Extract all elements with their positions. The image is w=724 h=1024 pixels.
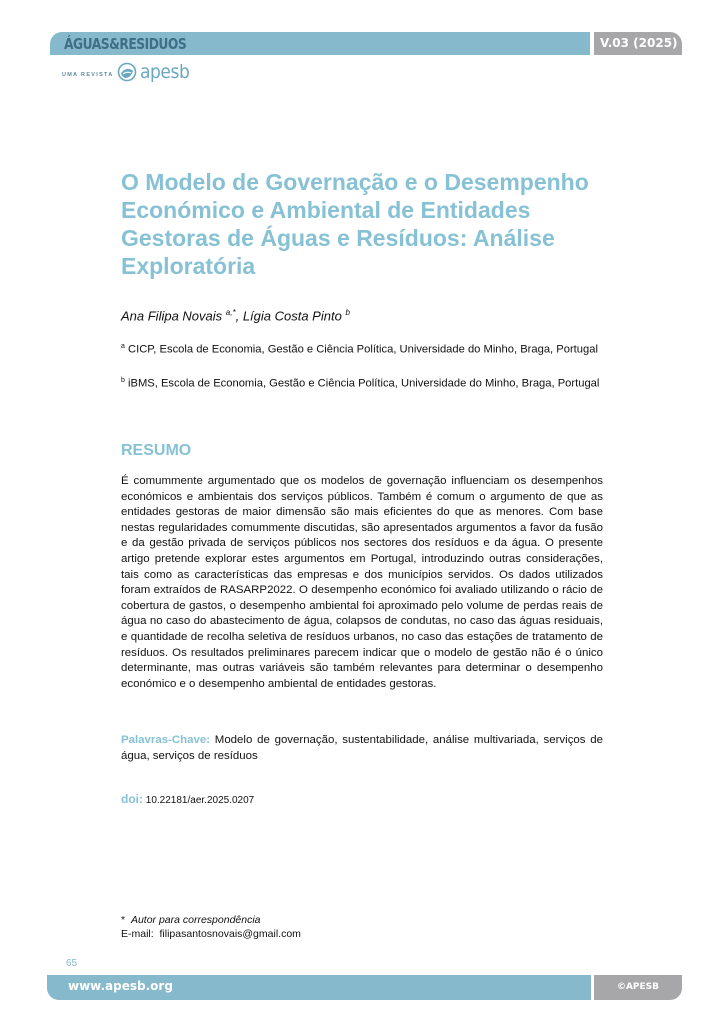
abstract-text: É comummente argumentado que os modelos de governação influenciam os desempenhos económicos e ambientais dos serviços públicos. Também é comum o argumento de que as entidades gestoras de maior dimensão são mais eficientes do que as menores. Com base nestas regularidades comummente discutidas, são apresentados argumentos a favor da fusão e da gestão privada de serviços públicos nos sectores dos resíduos e da água. O presente artigo pretende explorar estes argumentos em Portugal, introduzindo outras considerações, tais como as características das empresas e dos municípios servidos. Os dados utilizados foram extraídos de RASARP2022. O desempenho económico foi avaliado utilizando o rácio de cobertura de gastos, o desempenho ambiental foi aproximado pelo volume de perdas reais de água no caso do abastecimento de água, colapsos de condutas, no caso das águas residuais, e quantidade de recolha seletiva de resíduos urbanos, no caso das estações de tratamento de resíduos. Os resultados preliminares parecem indicar que o modelo de gestão não é o único determinante, mas outras variáveis são também relevantes para determinar o desempenho económico e o desempenho ambiental de entidades gestoras. <box>121 475 603 690</box>
author-marks: b <box>345 308 350 317</box>
footer-bar <box>47 975 591 1000</box>
email-link[interactable]: filipasantosnovais@gmail.com <box>159 928 301 940</box>
website-link[interactable]: www.apesb.org <box>68 979 173 993</box>
copyright-badge: ©APESB <box>594 975 682 1000</box>
author-marks: a,* <box>225 308 236 317</box>
doi-link[interactable]: 10.22181/aer.2025.0207 <box>145 795 255 806</box>
author-separator: , <box>235 308 243 324</box>
affiliation <box>121 339 603 358</box>
volume-badge: V.03 (2025) <box>594 32 682 55</box>
affiliation-text: CICP, Escola de Economia, Gestão e Ciência Política, Universidade do Minho, Braga, Portugal <box>128 343 598 356</box>
header-bar <box>50 32 590 55</box>
page-number: 65 <box>66 958 78 969</box>
footnote-text: Autor para correspondência <box>130 914 261 926</box>
keywords-label: Palavras-Chave: <box>121 734 211 746</box>
affiliation-mark: a <box>121 343 125 350</box>
keywords-text: Modelo de governação, sustentabilidade, análise multivariada, serviços de água, serviços de resíduos <box>121 734 603 762</box>
doi-label: doi: <box>121 792 143 806</box>
keywords <box>121 733 603 764</box>
doi <box>121 792 254 806</box>
publisher-logo <box>62 60 194 84</box>
affiliation-text: iBMS, Escola de Economia, Gestão e Ciência Política, Universidade do Minho, Braga, Portugal <box>128 377 600 390</box>
footnote-mark: * <box>121 914 126 926</box>
author-list <box>121 308 350 323</box>
email-label: E-mail: <box>121 928 154 940</box>
logo-prefix: UMA REVISTA <box>62 72 114 78</box>
abstract-heading: RESUMO <box>121 442 192 459</box>
journal-name: ÁGUAS&RESIDUOS <box>64 35 187 53</box>
article-title: O Modelo de Governação e o Desempenho Económico e Ambiental de Entidades Gestoras de Águas e Resíduos: Análise Exploratória <box>121 169 589 279</box>
correspondence-footnote <box>121 913 301 941</box>
apesb-logo-icon <box>117 62 137 82</box>
logo-name: apesb <box>139 61 189 83</box>
author-name: Ana Filipa Novais <box>121 308 223 324</box>
author-name: Lígia Costa Pinto <box>242 308 342 324</box>
affiliation <box>121 373 603 392</box>
affiliation-mark: b <box>121 377 125 384</box>
